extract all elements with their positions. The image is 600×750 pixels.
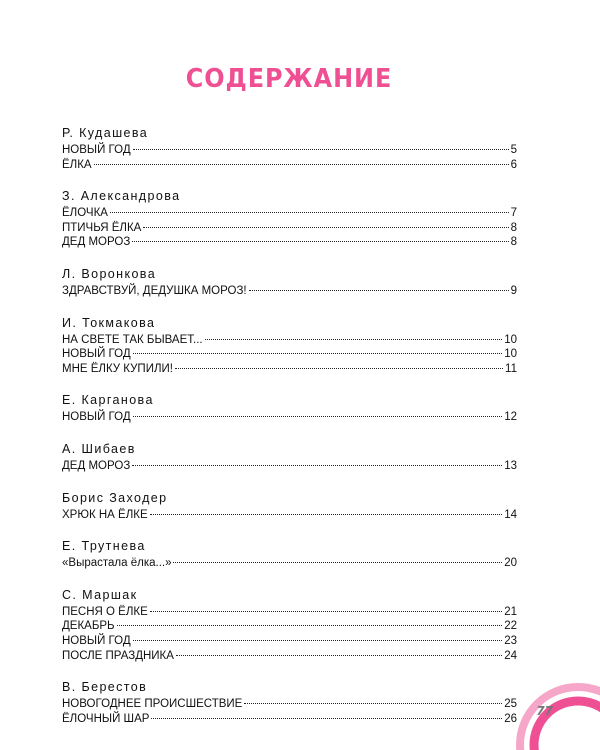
toc-section <box>62 491 517 523</box>
entry-title: МНЕ ЁЛКУ КУПИЛИ! <box>62 362 173 375</box>
dot-leader <box>249 290 509 291</box>
author-name: В. Берестов <box>62 680 148 695</box>
dot-leader <box>151 718 502 719</box>
entry-page-number: 10 <box>504 333 517 346</box>
dot-leader <box>150 514 503 515</box>
entry-title: ЗДРАВСТВУЙ, ДЕДУШКА МОРОЗ! <box>62 284 247 297</box>
toc-section <box>62 393 517 425</box>
dot-leader <box>133 640 503 641</box>
author-name: А. Шибаев <box>62 441 136 456</box>
toc-section <box>62 680 517 726</box>
entry-page-number: 23 <box>504 634 517 647</box>
entry-page-number: 25 <box>504 698 517 711</box>
entry-title: ЁЛКА <box>62 158 92 171</box>
toc-entry <box>62 649 517 664</box>
toc-entry <box>62 284 517 299</box>
entry-title: ЁЛОЧНЫЙ ШАР <box>62 712 150 725</box>
toc-section <box>62 126 517 172</box>
toc-entry <box>62 556 517 571</box>
author-name: Борис Заходер <box>62 490 168 505</box>
toc-section <box>62 539 517 571</box>
dot-leader <box>205 339 503 340</box>
toc-entry <box>62 712 517 727</box>
dot-leader <box>94 164 509 165</box>
author-name: С. Маршак <box>62 587 138 602</box>
toc-entry <box>62 333 517 348</box>
dot-leader <box>133 149 509 150</box>
toc-section <box>62 267 517 299</box>
entry-title: ПОСЛЕ ПРАЗДНИКА <box>62 649 174 662</box>
entry-page-number: 6 <box>510 158 517 171</box>
entry-page-number: 13 <box>504 459 517 472</box>
entry-title: ПЕСНЯ О ЁЛКЕ <box>62 605 148 618</box>
toc-entry <box>62 619 517 634</box>
entry-title: ДЕД МОРОЗ <box>62 459 131 472</box>
entry-page-number: 14 <box>504 508 517 521</box>
author-name: Л. Воронкова <box>62 266 157 281</box>
entry-page-number: 7 <box>510 207 517 220</box>
author-name: З. Александрова <box>62 189 181 204</box>
dot-leader <box>117 625 503 626</box>
author-name: И. Токмакова <box>62 315 156 330</box>
entry-title: ДЕД МОРОЗ <box>62 236 131 249</box>
entry-page-number: 12 <box>504 411 517 424</box>
toc-entry <box>62 158 517 173</box>
entry-title: НОВЫЙ ГОД <box>62 348 131 361</box>
page-title: СОДЕРЖАНИЕ <box>185 64 393 94</box>
entry-title: НОВЫЙ ГОД <box>62 411 131 424</box>
entry-title: «Вырастала ёлка...» <box>62 557 172 570</box>
dot-leader <box>173 562 502 563</box>
toc-entry <box>62 634 517 649</box>
toc-entry <box>62 143 517 158</box>
entry-title: НОВЫЙ ГОД <box>62 634 131 647</box>
entry-page-number: 20 <box>504 557 517 570</box>
author-name: Е. Трутнева <box>62 539 146 554</box>
entry-title: НОВОГОДНЕЕ ПРОИСШЕСТВИЕ <box>62 698 243 711</box>
dot-leader <box>244 703 502 704</box>
entry-page-number: 26 <box>504 712 517 725</box>
page-number: 77 <box>536 704 553 718</box>
toc-section <box>62 316 517 377</box>
dot-leader <box>133 416 503 417</box>
toc-entry <box>62 362 517 377</box>
dot-leader <box>150 611 502 612</box>
entry-page-number: 10 <box>504 348 517 361</box>
entry-page-number: 8 <box>510 221 517 234</box>
toc-section <box>62 189 517 250</box>
entry-page-number: 22 <box>504 620 517 633</box>
toc-entry <box>62 459 517 474</box>
entry-page-number: 8 <box>510 236 517 249</box>
dot-leader <box>132 465 502 466</box>
toc-entry <box>62 508 517 523</box>
toc-entry <box>62 605 517 620</box>
toc-section <box>62 588 517 663</box>
dot-leader <box>143 227 508 228</box>
table-of-contents <box>62 126 517 743</box>
entry-page-number: 9 <box>510 284 517 297</box>
toc-entry <box>62 410 517 425</box>
toc-entry <box>62 221 517 236</box>
entry-title: ХРЮК НА ЁЛКЕ <box>62 508 148 521</box>
entry-title: НОВЫЙ ГОД <box>62 144 131 156</box>
toc-entry <box>62 206 517 221</box>
dot-leader <box>176 655 502 656</box>
entry-page-number: 21 <box>504 605 517 618</box>
entry-page-number: 24 <box>504 649 517 662</box>
entry-title: ПТИЧЬЯ ЁЛКА <box>62 221 142 234</box>
entry-title: ЁЛОЧКА <box>62 207 108 220</box>
dot-leader <box>133 353 503 354</box>
entry-title: ДЕКАБРЬ <box>62 620 115 633</box>
toc-entry <box>62 347 517 362</box>
entry-page-number: 5 <box>510 144 517 156</box>
dot-leader <box>175 368 503 369</box>
toc-entry <box>62 235 517 250</box>
toc-section <box>62 442 517 474</box>
entry-title: НА СВЕТЕ ТАК БЫВАЕТ... <box>62 333 203 346</box>
entry-page-number: 11 <box>505 362 517 375</box>
author-name: Р. Кудашева <box>62 126 149 140</box>
dot-leader <box>110 212 509 213</box>
author-name: Е. Карганова <box>62 393 154 408</box>
dot-leader <box>132 241 508 242</box>
toc-entry <box>62 697 517 712</box>
